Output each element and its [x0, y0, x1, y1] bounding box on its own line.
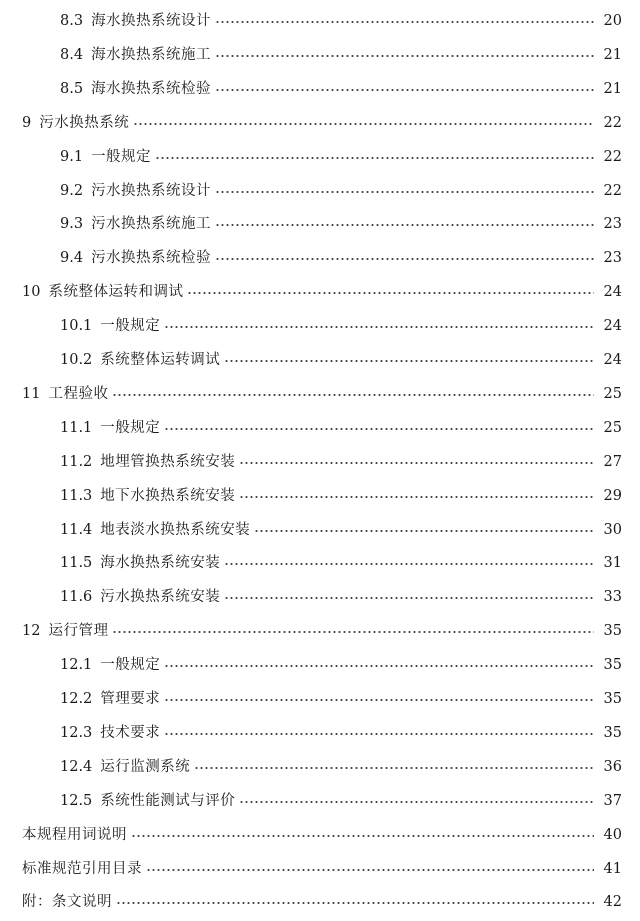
toc-entry-page-number: 22 [603, 182, 622, 199]
toc-entry-page-number: 35 [603, 623, 622, 640]
toc-entry-page-number: 20 [603, 13, 622, 29]
toc-entry[interactable] [0, 551, 640, 575]
toc-dot-leader [224, 597, 594, 599]
toc-entry-title: 一般规定 [100, 657, 161, 674]
toc-entry-number: 11.3 [60, 487, 93, 504]
toc-dot-leader [112, 394, 594, 396]
toc-entry-number: 11.5 [60, 555, 93, 572]
toc-entry-title: 系统性能测试与评价 [100, 792, 236, 809]
toc-entry-number: 12.2 [60, 691, 93, 707]
toc-entry-title: 地表淡水换热系统安装 [100, 521, 251, 538]
toc-entry-title: 附：条文说明 [22, 894, 112, 911]
toc-entry-number: 12 [22, 623, 41, 640]
toc-entry-title: 地下水换热系统安装 [100, 487, 236, 504]
toc-entry-number: 11.6 [60, 589, 93, 606]
toc-entry[interactable] [0, 246, 640, 270]
toc-entry-page-number: 41 [603, 860, 622, 877]
toc-dot-leader [215, 191, 594, 193]
toc-entry-page-number: 22 [603, 114, 622, 131]
toc-entry[interactable] [0, 179, 640, 203]
toc-entry-page-number: 23 [603, 216, 622, 233]
toc-entry-page-number: 22 [603, 148, 622, 165]
toc-entry[interactable] [0, 382, 640, 406]
toc-entry-title: 运行监测系统 [100, 758, 191, 775]
toc-entry-title: 系统整体运转调试 [100, 352, 221, 368]
toc-dot-leader [146, 869, 594, 871]
toc-entry-page-number: 24 [603, 318, 622, 335]
toc-entry-page-number: 33 [603, 589, 622, 606]
toc-entry-number: 10 [22, 284, 41, 301]
toc-entry-title: 一般规定 [100, 419, 161, 436]
toc-dot-leader [239, 462, 594, 464]
toc-entry-page-number: 24 [603, 284, 622, 301]
toc-entry[interactable] [0, 348, 640, 372]
toc-entry-title: 运行管理 [48, 623, 109, 640]
toc-entry-page-number: 36 [603, 758, 622, 775]
toc-entry-page-number: 30 [603, 521, 622, 538]
toc-entry-title: 本规程用词说明 [22, 826, 127, 843]
toc-entry-title: 技术要求 [100, 724, 161, 741]
toc-entry-page-number: 35 [603, 691, 622, 707]
toc-entry-page-number: 25 [603, 385, 622, 402]
toc-entry-page-number: 27 [603, 453, 622, 470]
toc-dot-leader [131, 835, 594, 837]
toc-entry-number: 11.1 [60, 419, 93, 436]
toc-entry-page-number: 21 [603, 80, 622, 97]
toc-dot-leader [239, 801, 594, 803]
toc-dot-leader [254, 530, 594, 532]
toc-entry-number: 8.4 [60, 46, 84, 63]
toc-dot-leader [187, 292, 594, 294]
toc-entry-number: 10.1 [60, 318, 93, 335]
toc-entry-title: 污水换热系统安装 [100, 589, 221, 606]
toc-entry-number: 9 [22, 114, 32, 131]
toc-entry-title: 海水换热系统安装 [100, 555, 221, 572]
toc-entry-number: 9.4 [60, 250, 84, 267]
toc-entry-page-number: 21 [603, 46, 622, 63]
toc-entry-number: 12.5 [60, 792, 93, 809]
toc-entry-title: 标准规范引用目录 [22, 860, 142, 877]
toc-entry[interactable] [0, 755, 640, 779]
toc-entry-title: 污水换热系统 [39, 114, 130, 131]
toc-dot-leader [164, 733, 594, 735]
toc-dot-leader [133, 123, 594, 125]
toc-entry-number: 9.3 [60, 216, 84, 233]
toc-entry[interactable] [0, 43, 640, 67]
toc-dot-leader [215, 258, 594, 260]
toc-entry-title: 一般规定 [91, 148, 152, 165]
toc-entry[interactable] [0, 416, 640, 440]
toc-entry-title: 地埋管换热系统安装 [100, 453, 236, 470]
toc-entry-title: 系统整体运转和调试 [48, 284, 184, 301]
toc-entry[interactable] [0, 619, 640, 643]
toc-entry[interactable] [0, 857, 640, 881]
toc-dot-leader [224, 563, 594, 565]
toc-entry-title: 海水换热系统施工 [91, 46, 212, 63]
toc-dot-leader [164, 665, 594, 667]
toc-entry-number: 8.5 [60, 80, 84, 97]
toc-entry[interactable] [0, 687, 640, 711]
toc-entry-page-number: 35 [603, 657, 622, 674]
toc-dot-leader [164, 699, 594, 701]
toc-entry-page-number: 29 [603, 487, 622, 504]
toc-dot-leader [239, 496, 594, 498]
toc-dot-leader [164, 428, 594, 430]
toc-entry[interactable] [0, 823, 640, 847]
toc-entry-number: 11 [22, 385, 41, 402]
toc-entry[interactable] [0, 9, 640, 33]
toc-entry-page-number: 31 [603, 555, 622, 572]
toc-entry-title: 海水换热系统设计 [91, 13, 212, 29]
toc-dot-leader [215, 224, 594, 226]
toc-entry-number: 10.2 [60, 352, 93, 368]
toc-entry[interactable] [0, 484, 640, 508]
toc-entry-number: 11.2 [60, 453, 93, 470]
toc-entry[interactable] [0, 518, 640, 542]
toc-entry-page-number: 23 [603, 250, 622, 267]
toc-entry-title: 污水换热系统设计 [91, 182, 212, 199]
toc-entry-page-number: 42 [603, 894, 622, 911]
toc-entry[interactable] [0, 314, 640, 338]
toc-entry-title: 管理要求 [100, 691, 161, 707]
toc-entry-title: 污水换热系统检验 [91, 250, 212, 267]
toc-entry-number: 12.4 [60, 758, 93, 775]
toc-entry[interactable] [0, 653, 640, 677]
toc-dot-leader [116, 902, 594, 904]
toc-entry[interactable] [0, 145, 640, 169]
toc-entry[interactable] [0, 77, 640, 101]
toc-entry-number: 12.1 [60, 657, 93, 674]
toc-dot-leader [224, 360, 594, 362]
toc-entry[interactable] [0, 111, 640, 135]
toc-entry-page-number: 37 [603, 792, 622, 809]
toc-dot-leader [194, 767, 594, 769]
toc-entry-title: 工程验收 [48, 385, 109, 402]
toc-dot-leader [215, 89, 594, 91]
toc-entry-number: 11.4 [60, 521, 93, 538]
toc-entry-number: 9.1 [60, 148, 84, 165]
toc-entry-title: 海水换热系统检验 [91, 80, 212, 97]
toc-entry[interactable] [0, 721, 640, 745]
toc-entry-page-number: 35 [603, 724, 622, 741]
toc-entry[interactable] [0, 890, 640, 914]
toc-entry[interactable] [0, 450, 640, 474]
toc-dot-leader [155, 157, 594, 159]
toc-entry-page-number: 25 [603, 419, 622, 436]
toc-entry-title: 污水换热系统施工 [91, 216, 212, 233]
toc-entry-number: 8.3 [60, 13, 84, 29]
toc-dot-leader [164, 326, 594, 328]
toc-entry-title: 一般规定 [100, 318, 161, 335]
toc-entry[interactable] [0, 212, 640, 236]
toc-entry[interactable] [0, 280, 640, 304]
toc-dot-leader [112, 631, 594, 633]
toc-dot-leader [215, 55, 594, 57]
toc-dot-leader [215, 21, 594, 23]
toc-entry-number: 9.2 [60, 182, 84, 199]
toc-entry[interactable] [0, 789, 640, 813]
toc-entry[interactable] [0, 585, 640, 609]
toc-entry-page-number: 40 [603, 826, 622, 843]
toc-entry-number: 12.3 [60, 724, 93, 741]
toc-entry-page-number: 24 [603, 352, 622, 368]
